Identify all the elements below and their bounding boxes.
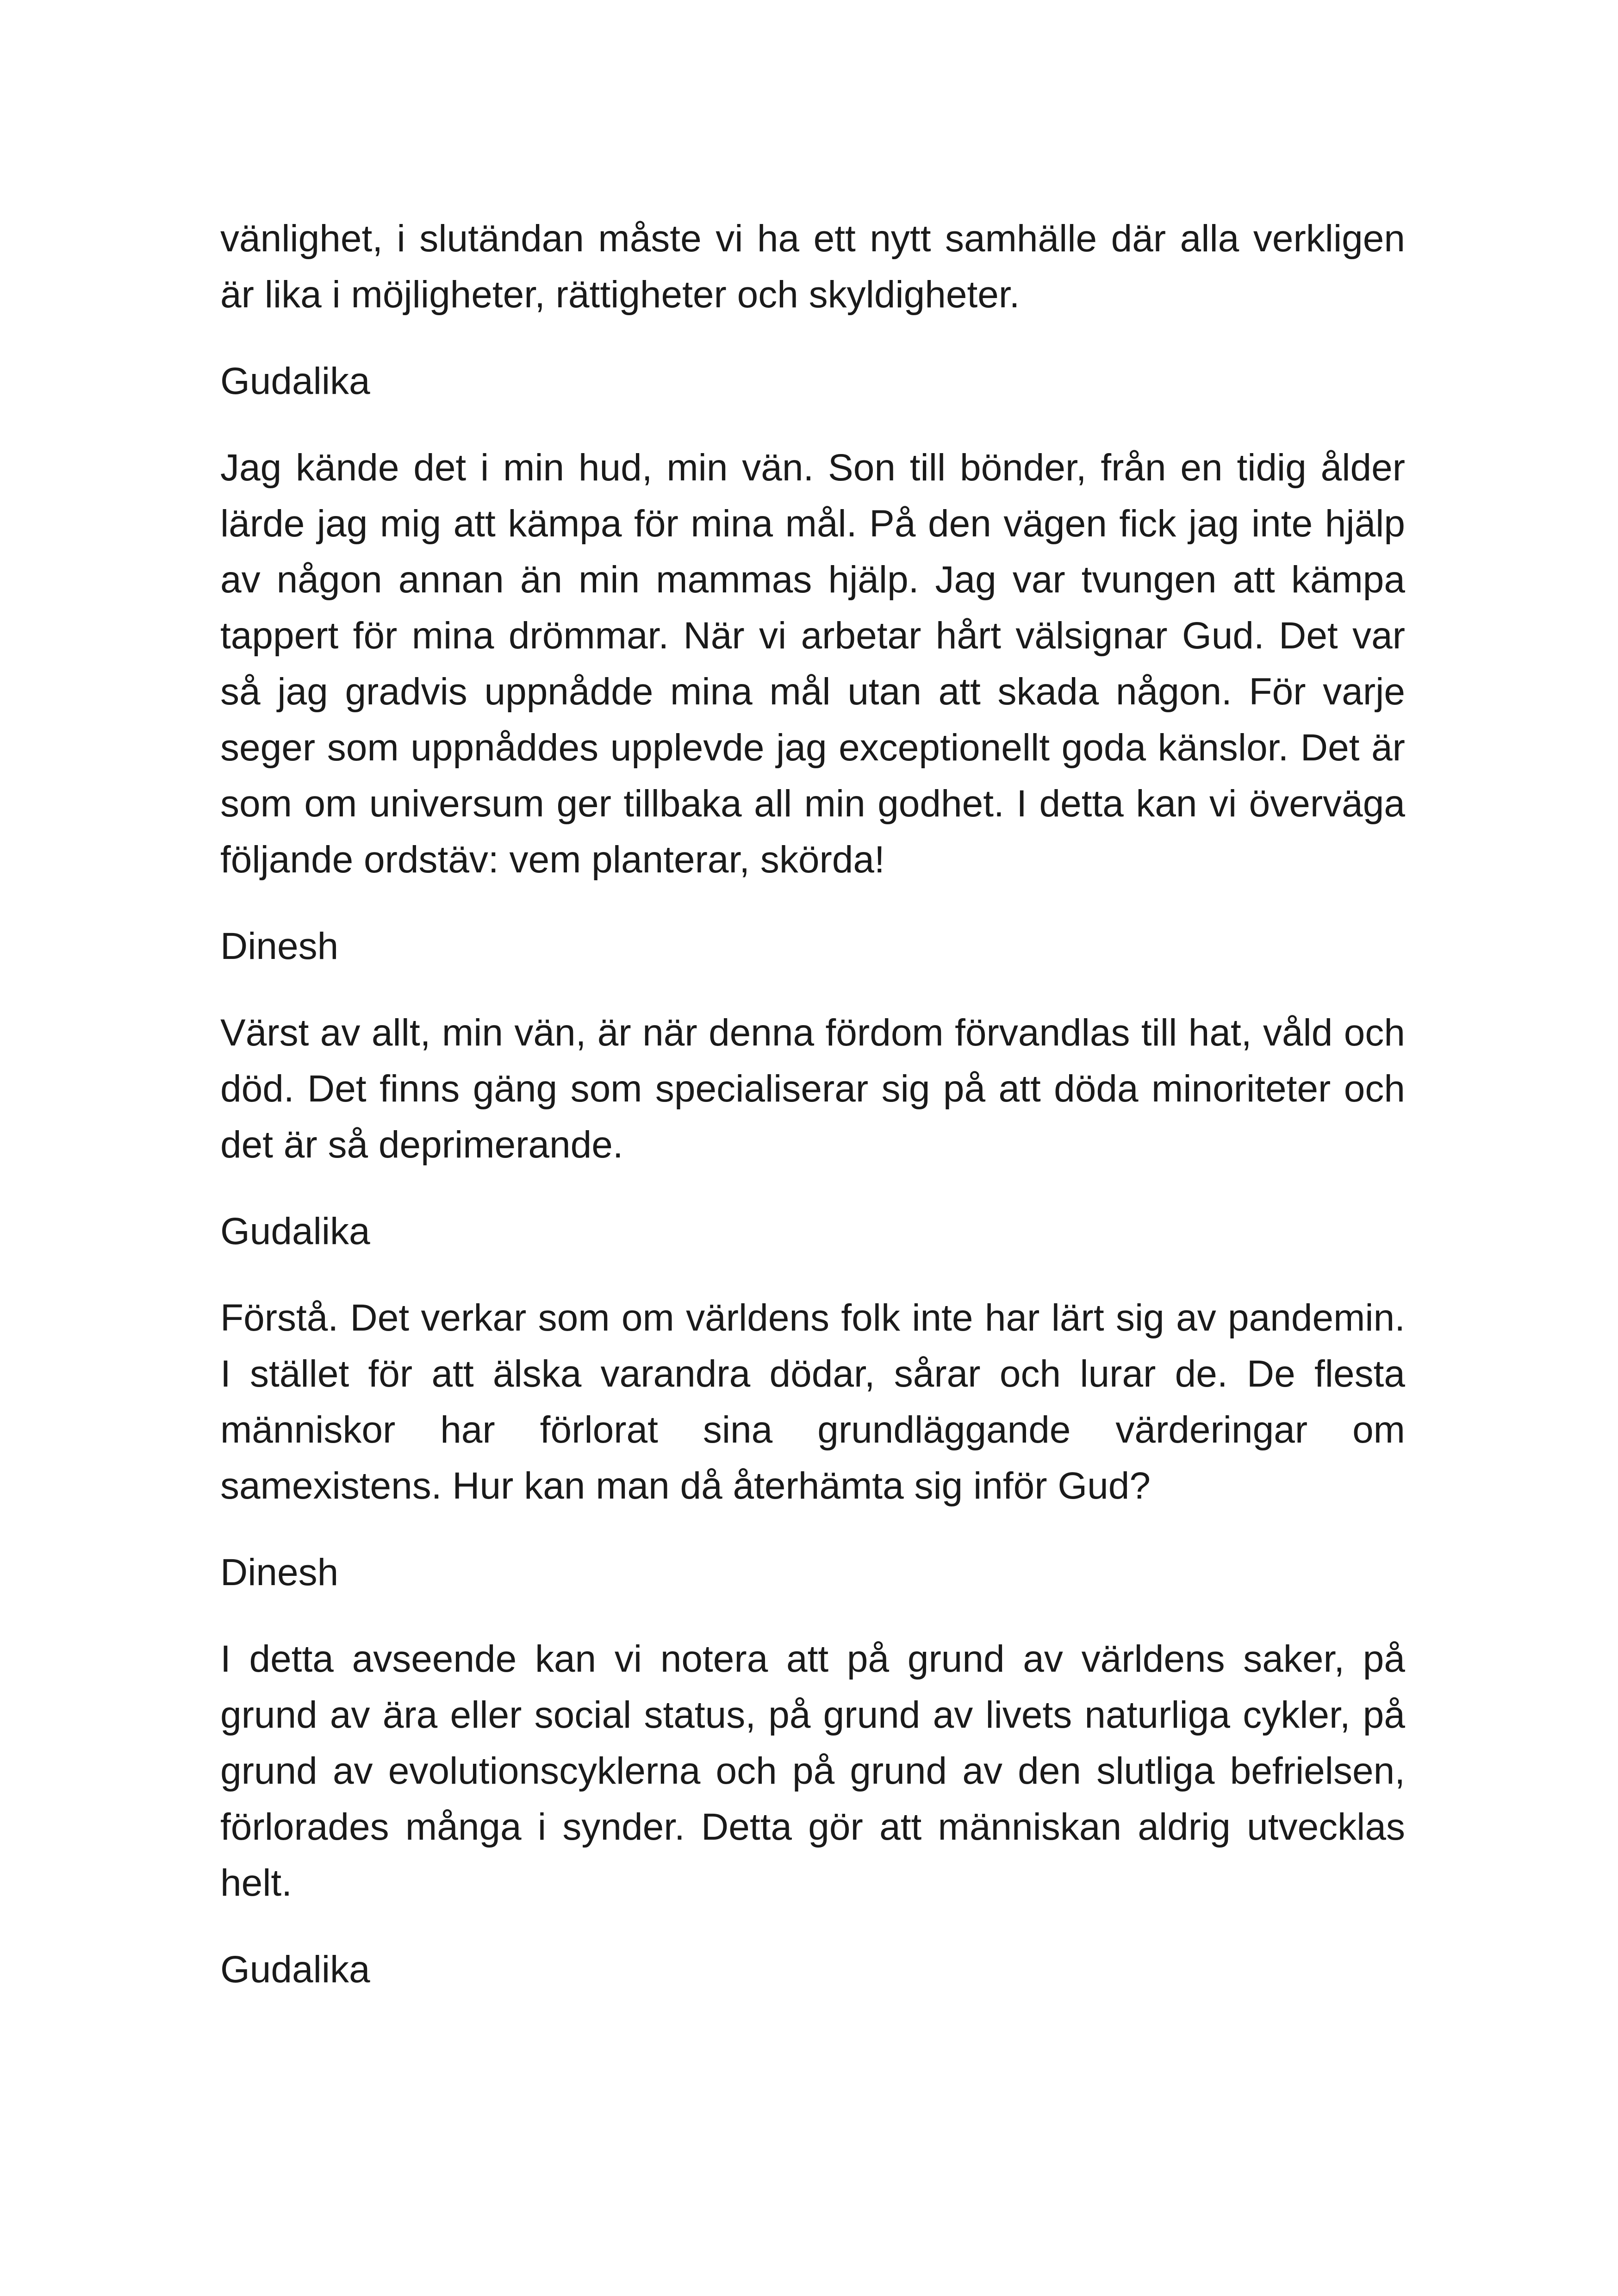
speaker-name-dinesh: Dinesh	[220, 925, 339, 967]
paragraph-5: I detta avseende kan vi notera att på grund av världens saker, på grund av ära eller social status, på grund av livets naturliga cykler, på grund av evolutionscyklerna och på grund av den slutliga befrielsen, förlorades många i synder. Detta gör att människan aldrig utvecklas helt.	[220, 1638, 1405, 1904]
paragraph-4: Förstå. Det verkar som om världens folk inte har lärt sig av pandemin. I stället för att älska varandra dödar, sårar och lurar de. De flesta människor har förlorat sina grundläggande värderingar om samexistens. Hur kan man då återhämta sig inför Gud?	[220, 1297, 1405, 1507]
speaker-name-gudalika: Gudalika	[220, 1948, 370, 1991]
document-body	[220, 211, 1405, 2028]
speaker-name-dinesh: Dinesh	[220, 1551, 339, 1593]
paragraph-2: Jag kände det i min hud, min vän. Son till bönder, från en tidig ålder lärde jag mig att kämpa för mina mål. På den vägen fick jag inte hjälp av någon annan än min mammas hjälp. Jag var tvungen att kämpa tappert för mina drömmar. När vi arbetar hårt välsignar Gud. Det var så jag gradvis uppnådde mina mål utan att skada någon. För varje seger som uppnåddes upplevde jag exceptionellt goda känslor. Det är som om universum ger tillbaka all min godhet. I detta kan vi överväga följande ordstäv: vem planterar, skörda!	[220, 447, 1405, 881]
paragraph-1: vänlighet, i slutändan måste vi ha ett nytt samhälle där alla verkligen är lika i möjligheter, rättigheter och skyldigheter.	[220, 218, 1405, 316]
paragraph-3: Värst av allt, min vän, är när denna fördom förvandlas till hat, våld och död. Det finns gäng som specialiserar sig på att döda minoriteter och det är så deprimerande.	[220, 1012, 1405, 1166]
speaker-name-gudalika: Gudalika	[220, 360, 370, 402]
speaker-name-gudalika: Gudalika	[220, 1210, 370, 1252]
